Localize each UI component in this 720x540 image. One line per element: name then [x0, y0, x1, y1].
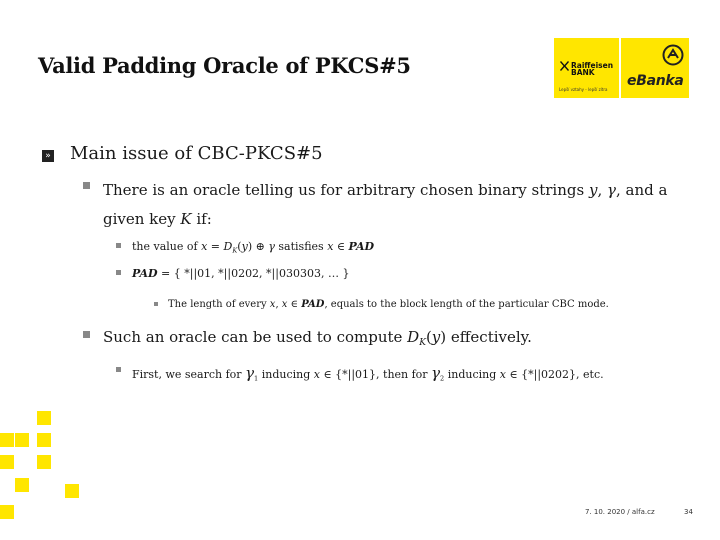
footer-date: 7. 10. 2020 / alfa.cz [585, 508, 655, 516]
ebanka-emblem-icon [662, 44, 684, 66]
raiffeisen-logo [554, 38, 619, 98]
level3-bullet-icon [116, 367, 121, 372]
decorative-square [0, 455, 14, 469]
ebanka-logo [621, 38, 689, 98]
raiffeisen-slogan: Lepší vztahy - lepší zítra [559, 87, 608, 92]
bullet-search-gamma: First, we search for $\gamma_1$ inducing x ∈ {*||01}, then for $\gamma_2$ inducing x ∈ {*||0202}, etc. [132, 364, 604, 383]
raiffeisen-brand-suffix: BANK [571, 68, 595, 77]
level3-bullet-icon [116, 243, 121, 248]
bullet-oracle-intro: There is an oracle telling us for arbitrary chosen binary strings y, γ, and a [103, 181, 668, 199]
raiffeisen-brand-name: Raiffeisen [571, 61, 614, 70]
slide-title: Valid Padding Oracle of PKCS#5 [38, 53, 411, 78]
decorative-square [65, 484, 79, 498]
level1-bullet-icon: » [42, 150, 54, 162]
decorative-square [0, 505, 14, 519]
raiffeisen-emblem-icon [560, 61, 569, 71]
bullet-compute: Such an oracle can be used to compute $D_K(y)$ effectively. [103, 328, 532, 349]
bank-logo [554, 38, 689, 98]
bullet-condition-pad-set: PAD = { *||01, *||0202, *||030303, … } [132, 267, 350, 280]
level4-bullet-icon [154, 302, 158, 306]
ebanka-brand-name: eBanka [627, 73, 684, 89]
decorative-square [37, 411, 51, 425]
bullet-note-length: The length of every x, x ∈ PAD, equals to the block length of the particular CBC mode. [168, 299, 609, 310]
bullet-oracle-intro-continuation: given key K if: [103, 210, 212, 228]
decorative-square [15, 433, 29, 447]
decorative-square [37, 455, 51, 469]
level3-bullet-icon [116, 270, 121, 275]
level2-bullet-icon [83, 331, 90, 338]
bullet-condition-xor: the value of $x = D_K(y)$ ⊕ γ satisfies x ∈ PAD [132, 240, 375, 255]
level2-bullet-icon [83, 182, 90, 189]
decorative-square [15, 478, 29, 492]
decorative-square [37, 433, 51, 447]
decorative-square [0, 433, 14, 447]
page-number: 34 [684, 508, 693, 516]
bullet-main-issue: Main issue of CBC-PKCS#5 [70, 143, 323, 164]
